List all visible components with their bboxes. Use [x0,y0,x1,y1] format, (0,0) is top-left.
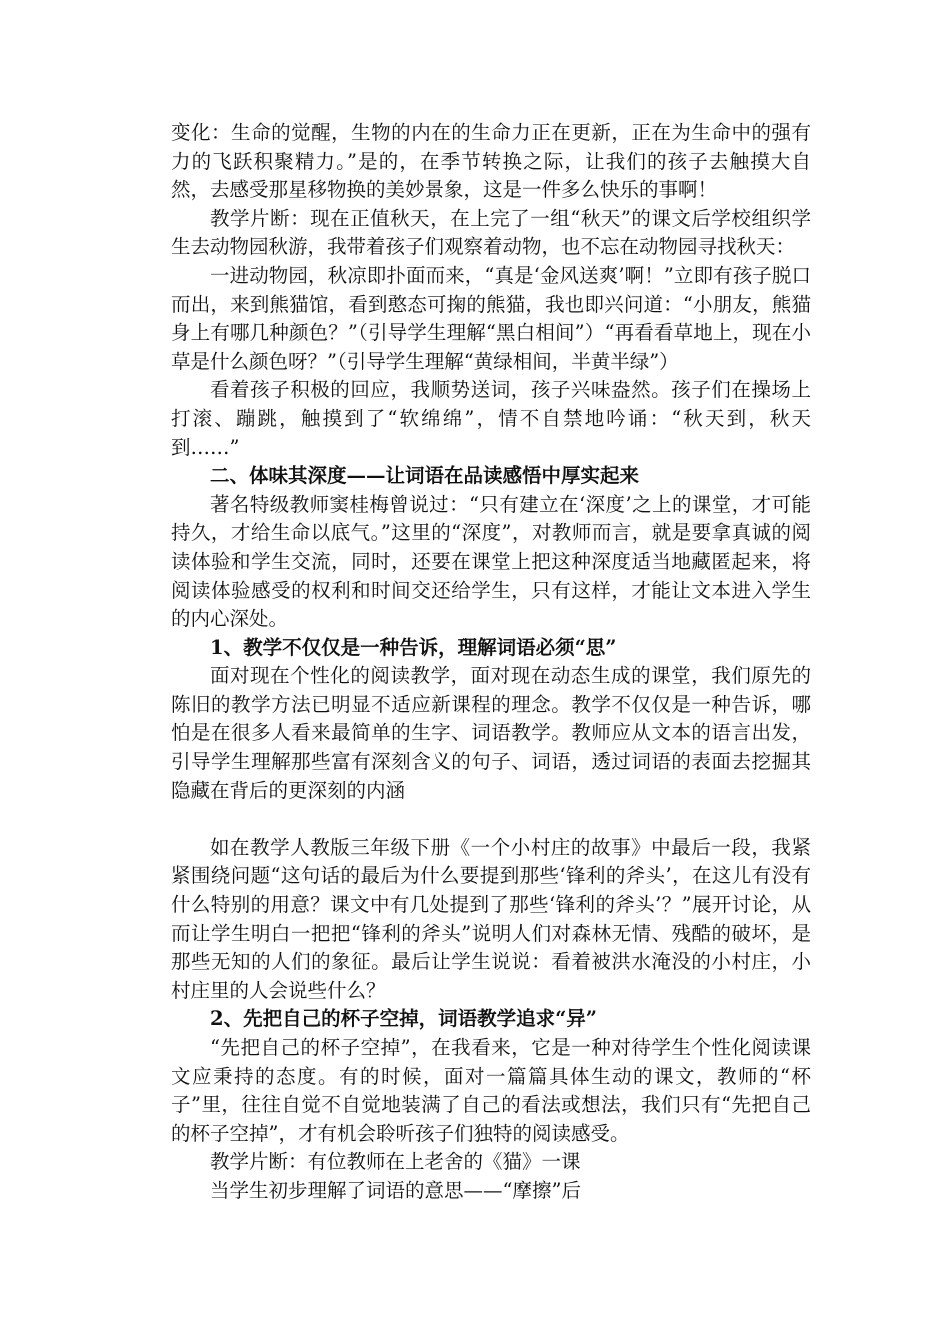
paragraph: 面对现在个性化的阅读教学，面对现在动态生成的课堂，我们原先的陈旧的教学方法已明显不适应新课程的理念。教学不仅仅是一种告诉，哪怕是在很多人看来最简单的生字、词语教学。教师应从文本的语言出发，引导学生理解那些富有深刻含义的句子、词语，透过词语的表面去挖掘其隐藏在背后的更深刻的内涵 [171,664,811,802]
paragraph: 如在教学人教版三年级下册《一个小村庄的故事》中最后一段，我紧紧围绕问题“这句话的最后为什么要提到那些‘锋利的斧头’，在这儿有没有什么特别的用意？课文中有几处提到了那些‘锋利的斧头’？”展开讨论，从而让学生明白一把把“锋利的斧头”说明人们对森林无情、残酷的破坏，是那些无知的人们的象征。最后让学生说说：看着被洪水淹没的小村庄，小村庄里的人会说些什么？ [171,835,811,1002]
paragraph: 教学片断：现在正值秋天，在上完了一组“秋天”的课文后学校组织学生去动物园秋游，我带着孩子们观察着动物，也不忘在动物园寻找秋天： [171,206,811,259]
paragraph: 教学片断：有位教师在上老舍的《猫》一课 [210,1150,581,1174]
subsection-heading: 1、教学不仅仅是一种告诉，理解词语必须“思” [210,635,617,659]
paragraph: “先把自己的杯子空掉”，在我看来，它是一种对待学生个性化阅读课文应秉持的态度。有的时候，面对一篇篇具体生动的课文，教师的“杯子”里，往往自觉不自觉地装满了自己的看法或想法，我们只有“先把自己的杯子空掉”，才有机会聆听孩子们独特的阅读感受。 [171,1036,811,1145]
section-heading: 二、体味其深度——让词语在品读感悟中厚实起来 [210,464,640,488]
paragraph-gap [171,805,811,834]
document-body [171,119,811,1206]
paragraph: 看着孩子积极的回应，我顺势送词，孩子兴味盎然。孩子们在操场上打滚、蹦跳，触摸到了“软绵绵”，情不自禁地吟诵：“秋天到，秋天到……” [171,378,811,459]
paragraph: 当学生初步理解了词语的意思——“摩擦”后 [210,1178,581,1202]
subsection-heading: 2、先把自己的杯子空掉，词语教学追求“异” [210,1007,598,1031]
paragraph: 著名特级教师窦桂梅曾说过：“只有建立在‘深度’之上的课堂，才可能持久，才给生命以底气。”这里的“深度”，对教师而言，就是要拿真诚的阅读体验和学生交流，同时，还要在课堂上把这种深度适当地藏匿起来，将阅读体验感受的权利和时间交还给学生，只有这样，才能让文本进入学生的内心深处。 [171,492,811,631]
paragraph: 一进动物园，秋凉即扑面而来，“真是‘金风送爽’啊！”立即有孩子脱口而出，来到熊猫馆，看到憨态可掬的熊猫，我也即兴问道：“小朋友，熊猫身上有哪几种颜色？”（引导学生理解“黑白相间”）“再看看草地上，现在小草是什么颜色呀？”（引导学生理解“黄绿相间，半黄半绿”） [171,263,811,373]
paragraph: 变化：生命的觉醒，生物的内在的生命力正在更新，正在为生命中的强有力的飞跃积聚精力。”是的，在季节转换之际，让我们的孩子去触摸大自然，去感受那星移物换的美妙景象，这是一件多么快乐的事啊！ [171,121,811,202]
